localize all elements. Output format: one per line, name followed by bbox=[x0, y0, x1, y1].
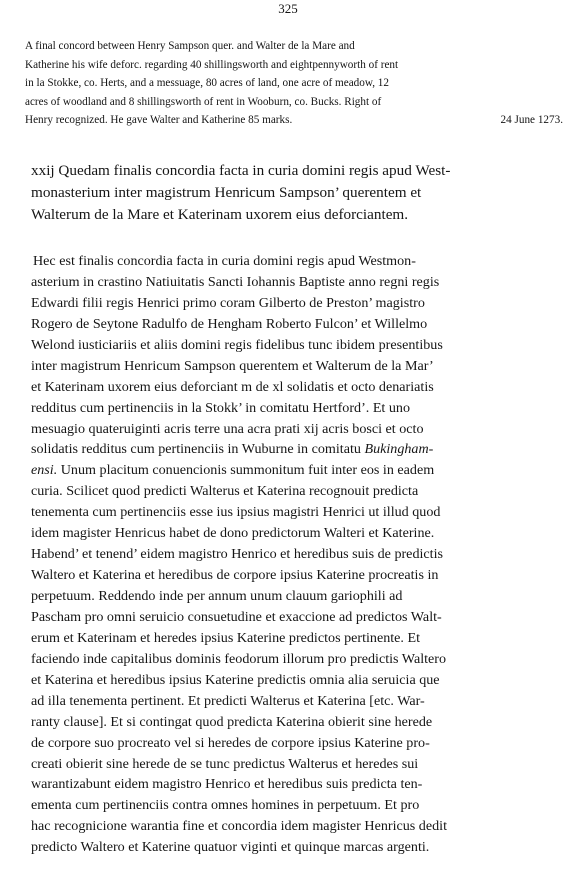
italic-word: Bukingham- bbox=[364, 441, 434, 458]
body-line: Waltero et Katerina et heredibus de corpore ipsius Katerine procreatis in bbox=[31, 567, 439, 584]
body-line: ad illa tenementa pertinent. Et predicti Walterus et Katerina [etc. War- bbox=[31, 692, 425, 709]
summary-line: A final concord between Henry Sampson quer. and Walter de la Mare and bbox=[25, 40, 355, 52]
body-line: et Katerinam uxorem eius deforciant m de xl solidatis et octo denariatis bbox=[31, 378, 434, 395]
summary-line: Henry recognized. He gave Walter and Katherine 85 marks. bbox=[25, 114, 293, 126]
body-line: Welond iusticiariis et aliis domini regis fidelibus tunc ibidem presentibus bbox=[31, 336, 443, 353]
body-line: ranty clause]. Et si contingat quod predicta Katerina obierit sine herede bbox=[31, 713, 433, 730]
body-line: creati obierit sine herede de se tunc predictus Walterus et heredes sui bbox=[31, 755, 419, 772]
body-line: solidatis redditus cum pertinenciis in Wuburne in comitatu bbox=[31, 441, 361, 458]
summary-last-line bbox=[25, 111, 563, 130]
body-line: ensi. Unum placitum conuencionis summonitum fuit inter eos in eadem bbox=[31, 462, 435, 479]
heading-line: monasterium inter magistrum Henricum Sampson’ querentem et bbox=[31, 184, 422, 201]
body-line: hac recognicione warantia fine et concordia idem magister Henricus dedit bbox=[31, 818, 447, 835]
body-line: faciendo inde capitalibus dominis feodorum illorum pro predictis Waltero bbox=[31, 650, 447, 667]
body-line: idem magister Henricus habet de dono predictorum Walteri et Katerine. bbox=[31, 525, 435, 542]
body-line: asterium in crastino Natiuitatis Sancti Iohannis Baptiste anno regni regis bbox=[31, 273, 440, 290]
body-line: Pascham pro omni seruicio consuetudine et exaccione ad predictos Walt- bbox=[31, 608, 442, 625]
body-line: mesuagio quateruiginti acris terre una acra prati xij acris bosci et octo bbox=[31, 420, 424, 437]
english-summary bbox=[25, 37, 563, 130]
body-line: curia. Scilicet quod predicti Walterus et Katerina recognouit predicta bbox=[31, 483, 419, 500]
body-line: erum et Katerinam et heredes ipsius Katerine predictos pertinente. Et bbox=[31, 629, 420, 646]
body-line: et Katerina et heredibus ipsius Katerine predictis omnia alia seruicia que bbox=[31, 671, 440, 688]
body-line: perpetuum. Reddendo inde per annum unum clauum gariophili ad bbox=[31, 588, 403, 604]
summary-line: acres of woodland and 8 shillingsworth of rent in Wooburn, co. Bucks. Right of bbox=[25, 95, 382, 108]
italic-word: ensi. bbox=[31, 462, 58, 479]
body-line-with-italic bbox=[31, 439, 571, 460]
summary-line: Katherine his wife deforc. regarding 40 shillingsworth and eightpennyworth of rent bbox=[25, 58, 399, 71]
heading-line: xxij Quedam finalis concordia facta in curia domini regis apud West- bbox=[31, 162, 451, 179]
latin-heading bbox=[31, 160, 566, 226]
body-line: inter magistrum Henricum Sampson querentem et Walterum de la Mar’ bbox=[31, 357, 434, 374]
summary-date: 24 June 1273. bbox=[500, 114, 563, 126]
page-number: 325 bbox=[278, 1, 298, 16]
heading-line: Walterum de la Mare et Katerinam uxorem eius deforciantem. bbox=[31, 206, 409, 223]
body-line: Rogero de Seytone Radulfo de Hengham Roberto Fulcon’ et Willelmo bbox=[31, 315, 428, 332]
body-line: tenementa cum pertinenciis esse ius ipsius magistri Henrici ut illud quod bbox=[31, 504, 441, 521]
summary-line: in la Stokke, co. Herts, and a messuage, 80 acres of land, one acre of meadow, 12 bbox=[25, 77, 389, 89]
body-line: redditus cum pertinenciis in la Stokk’ in comitatu Hertford’. Et uno bbox=[31, 399, 411, 416]
body-line: predicto Waltero et Katerine quatuor viginti et quinque marcas argenti. bbox=[31, 839, 430, 856]
body-line: ementa cum pertinenciis contra omnes homines in perpetuum. Et pro bbox=[31, 797, 420, 814]
body-line: Hec est finalis concordia facta in curia domini regis apud Westmon- bbox=[33, 253, 416, 269]
body-line: Habend’ et tenend’ eidem magistro Henrico et heredibus suis de predictis bbox=[31, 546, 443, 563]
body-line: Edwardi filii regis Henrici primo coram Gilberto de Preston’ magistro bbox=[31, 294, 425, 311]
latin-body bbox=[31, 251, 571, 858]
body-line: de corpore suo procreato vel si heredes de corpore ipsius Katerine pro- bbox=[31, 734, 430, 751]
body-line: warantizabunt eidem magistro Henrico et heredibus suis predicta ten- bbox=[31, 776, 423, 793]
